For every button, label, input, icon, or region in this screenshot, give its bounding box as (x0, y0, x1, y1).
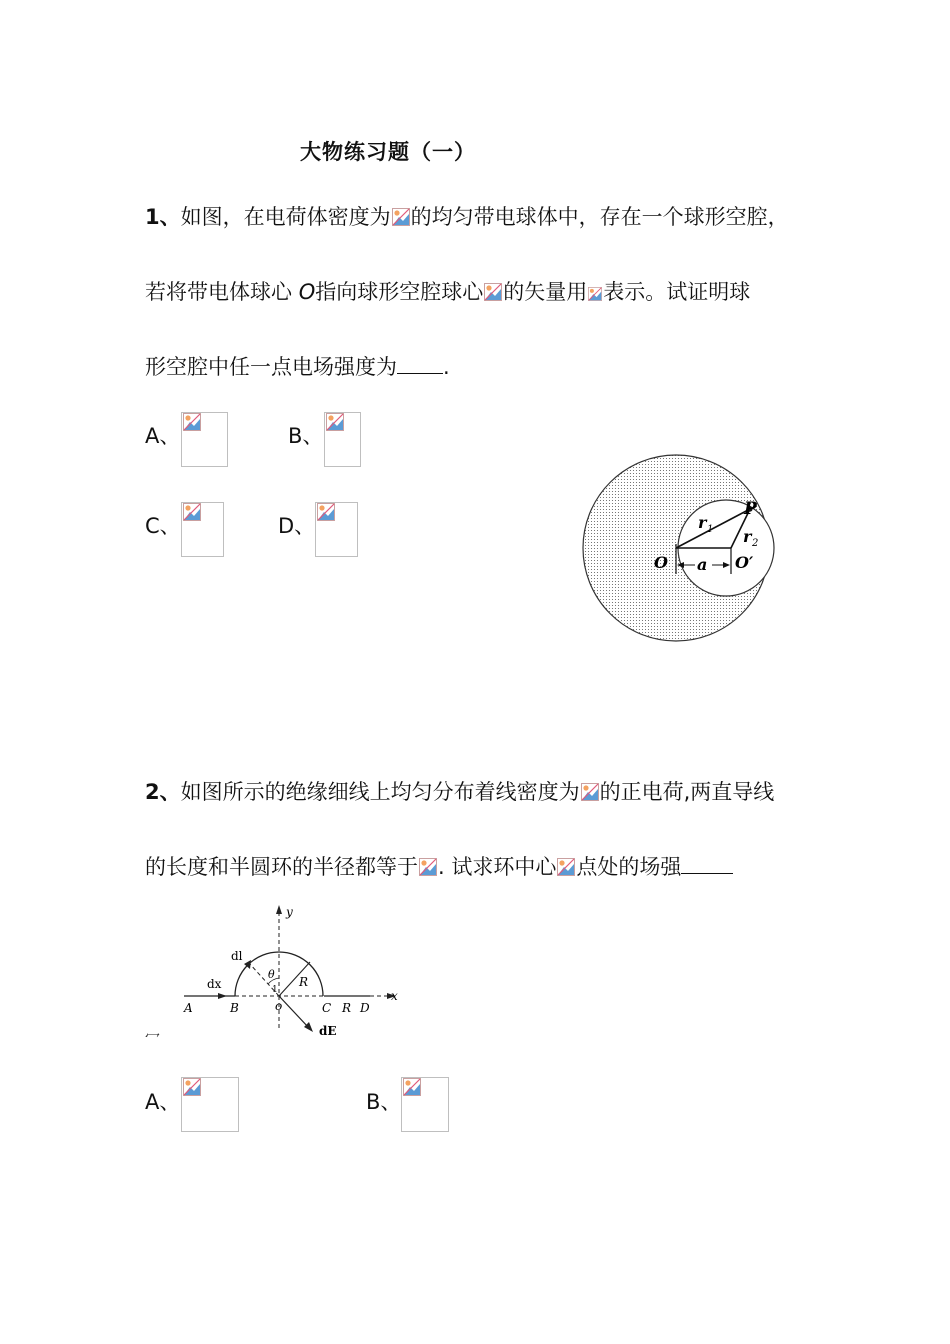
label-r-radius: R (299, 975, 309, 989)
label-one: 1 (272, 985, 278, 995)
broken-image-icon (419, 858, 437, 876)
label-dl: dl (231, 949, 243, 963)
q2-text-1b: 的正电荷,两直导线 (599, 780, 775, 804)
label-r-segment: R (342, 1001, 352, 1015)
q2-wire-figure (172, 900, 412, 1042)
broken-image-icon (403, 1078, 421, 1096)
answer-blank (681, 871, 733, 874)
stray-mark: 冖 (145, 1028, 161, 1046)
label-b-point: B (230, 1001, 239, 1015)
broken-image-icon (557, 858, 575, 876)
q1-text-3-end: . (443, 355, 450, 379)
label-r2: r (743, 527, 752, 546)
broken-image-icon (326, 413, 344, 431)
q1-text-2a: 若将带电体球心 (145, 280, 299, 304)
q1-text-1b: 的均匀带电球体中，存在一个球形空腔， (410, 205, 789, 229)
q2-line1 (145, 776, 774, 806)
q1-option-d-label: D、 (278, 514, 316, 538)
broken-image-icon (588, 287, 602, 301)
q1-line3 (145, 351, 450, 381)
q1-option-c-image (181, 502, 224, 557)
q1-number: 1、 (145, 205, 181, 229)
q1-line2 (145, 276, 750, 306)
label-y: y (286, 905, 293, 919)
broken-image-icon (183, 1078, 201, 1096)
q1-option-b-image (324, 412, 361, 467)
q1-text-1: 如图，在电荷体密度为 (180, 205, 391, 229)
broken-image-icon (183, 413, 201, 431)
label-x: x (391, 989, 398, 1003)
label-r2-sub: 2 (752, 538, 759, 549)
q2-option-b-label: B、 (366, 1090, 402, 1114)
q2-option-a-label: A、 (145, 1090, 181, 1114)
q1-center-o: O (298, 280, 316, 304)
q2-line2 (145, 851, 733, 881)
q2-text-2c: 点处的场强 (576, 855, 682, 879)
broken-image-icon (581, 783, 599, 801)
q1-option-d-image (315, 502, 358, 557)
label-d-point: D (360, 1001, 370, 1015)
label-de: dE (319, 1024, 337, 1038)
label-a: a (697, 555, 708, 574)
q2-text-2b: . 试求环中心 (438, 855, 557, 879)
broken-image-icon (183, 503, 201, 521)
q1-option-c-label: C、 (145, 514, 181, 538)
q1-text-3: 形空腔中任一点电场强度为 (145, 355, 397, 379)
q1-text-2b: 指向球形空腔球心 (315, 280, 484, 304)
page-title: 大物练习题（一） (300, 140, 476, 164)
q1-option-a-image (181, 412, 228, 467)
q2-option-b-image (401, 1077, 449, 1132)
q1-option-a-label: A、 (145, 424, 181, 448)
q1-option-b-label: B、 (288, 424, 324, 448)
label-r1-sub: 1 (707, 524, 714, 535)
q1-text-2d: 表示。试证明球 (603, 280, 751, 304)
label-o-prime: O′ (735, 553, 754, 572)
label-r1: r (698, 513, 707, 532)
label-o-center: o (275, 999, 283, 1013)
q2-option-a-image (181, 1077, 239, 1132)
broken-image-icon (392, 208, 410, 226)
label-a-point: A (184, 1001, 193, 1015)
label-theta: θ (268, 968, 275, 981)
answer-blank (397, 371, 443, 374)
label-p: P (744, 499, 757, 519)
q1-text-2c: 的矢量用 (503, 280, 588, 304)
q2-number: 2、 (145, 780, 181, 804)
q2-text-1: 如图所示的绝缘细线上均匀分布着线密度为 (180, 780, 580, 804)
q1-line1 (145, 201, 789, 231)
label-o: O (654, 553, 668, 572)
broken-image-icon (484, 283, 502, 301)
label-dx: dx (207, 977, 222, 991)
label-c-point: C (322, 1001, 332, 1015)
broken-image-icon (317, 503, 335, 521)
q1-sphere-figure (578, 448, 778, 652)
q2-text-2: 的长度和半圆环的半径都等于 (145, 855, 418, 879)
